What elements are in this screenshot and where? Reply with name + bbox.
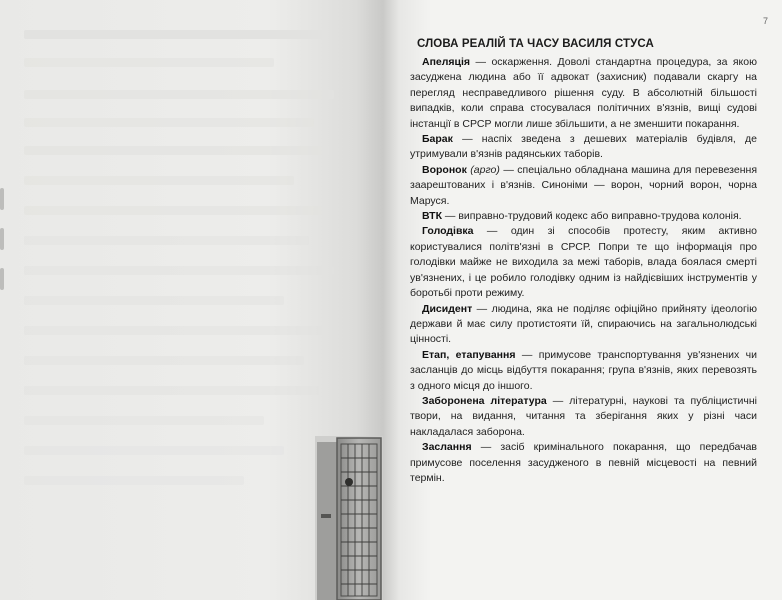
entry-term: Дисидент xyxy=(422,302,473,315)
entry-definition: — наспіх зведена з дешевих матеріалів будівля, де утримували в'язнів радянських таборів. xyxy=(410,133,757,161)
show-through-line xyxy=(24,356,304,365)
show-through-line xyxy=(24,30,324,39)
entry-definition: — спеціально обладнана машина для перевезення заарештованих і в'язнів. Синоніми — ворон, чорний ворон, чорна Маруся. xyxy=(410,163,758,207)
page-title: СЛОВА РЕАЛІЙ ТА ЧАСУ ВАСИЛЯ СТУСА xyxy=(417,38,654,50)
entry-definition: — оскарження. Доволі стандартна процедура, за якою засуджена людина або її адвокат (захисник) подавали скаргу на перегляд несправедливого рішення суду. В абсолютній більшості випадків, коли справа стосувалася політичних в'язнів, вищі судові інстанції в СРСР могли лише збільшити, а не зменшити покарання. xyxy=(410,56,757,130)
show-through-line xyxy=(24,266,334,275)
entry-term: Барак xyxy=(422,133,453,146)
binding-mark xyxy=(0,188,4,210)
show-through-line xyxy=(24,236,309,245)
glossary-entry xyxy=(410,209,757,224)
entry-term: Етап, етапування xyxy=(422,348,516,361)
glossary-entry xyxy=(410,163,757,209)
show-through-line xyxy=(24,118,314,127)
show-through-line xyxy=(24,146,329,155)
show-through-line xyxy=(24,58,274,67)
show-through-line xyxy=(24,296,284,305)
glossary-entry xyxy=(410,440,757,486)
entry-definition: — один зі способів протесту, яким активно користувалися політв'язні в СРСР. Попри те що інформація про голодівки майже не виходила за межі таборів, влада боялася смерті ув'язнених, і це робило голодівку одним із найдієвіших інструментів у боротьбі проти режиму. xyxy=(410,225,757,300)
show-through-line xyxy=(24,326,324,335)
glossary-entry xyxy=(410,224,757,301)
show-through-line xyxy=(24,176,294,185)
glossary-entry xyxy=(410,55,757,132)
glossary-entry xyxy=(410,132,757,163)
entry-term: Заборонена література xyxy=(422,394,547,407)
show-through-line xyxy=(24,90,334,99)
glossary-entry xyxy=(410,394,757,440)
entry-definition: — людина, яка не поділяє офіційно прийняту ідеологію держави й має силу протистояти їй, спираючись на загальнолюдські цінності. xyxy=(410,302,757,346)
glossary-entry xyxy=(410,348,757,394)
right-page xyxy=(383,0,782,600)
left-page xyxy=(0,0,383,600)
entry-term: Голодівка xyxy=(422,225,474,238)
show-through-line xyxy=(24,206,324,215)
show-through-line xyxy=(24,446,284,455)
entry-term: ВТК xyxy=(422,210,443,223)
show-through-line xyxy=(24,416,264,425)
glossary-list xyxy=(410,55,757,486)
entry-term: Заслання xyxy=(422,441,472,454)
show-through-line xyxy=(24,386,319,395)
binding-mark xyxy=(0,228,4,250)
binding-mark xyxy=(0,268,4,290)
show-through-line xyxy=(24,476,244,485)
entry-definition: — виправно-трудовий кодекс або виправно-трудова колонія. xyxy=(442,210,742,223)
entry-note: (арго) xyxy=(466,163,500,176)
entry-definition: — засіб кримінального покарання, що передбачав примусове поселення засудженого в певній місцевості на певний термін. xyxy=(410,441,757,484)
entry-definition: — примусове транспортування ув'язнених чи засланців до місць відбуття покарання; група в'язнів, яких перевозять з одного місця до іншого. xyxy=(410,348,757,392)
page-number: 7 xyxy=(762,16,768,26)
entry-term: Воронок xyxy=(422,163,467,176)
glossary-entry xyxy=(410,302,757,348)
cell-door-image xyxy=(315,436,383,600)
entry-definition: — літературні, наукові та публіцистичні твори, на видання, читання та зберігання яких у різні часи накладалася заборона. xyxy=(410,394,758,438)
entry-term: Апеляція xyxy=(422,56,471,68)
